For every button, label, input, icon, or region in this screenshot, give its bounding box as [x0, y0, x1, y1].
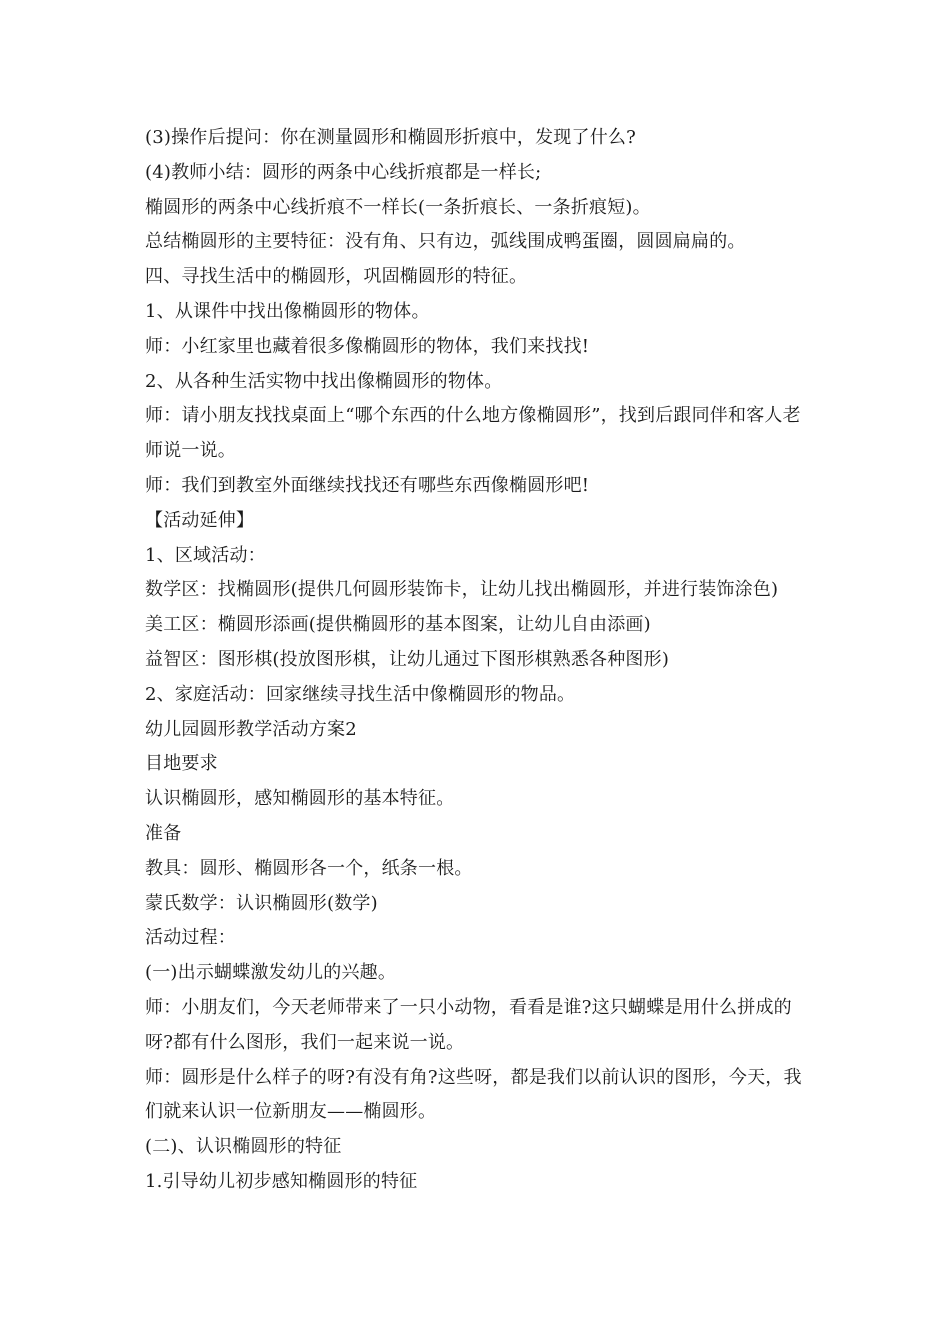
- paragraph: 1.引导幼儿初步感知椭圆形的特征: [145, 1170, 418, 1192]
- paragraph: 数学区：找椭圆形(提供几何圆形装饰卡，让幼儿找出椭圆形，并进行装饰涂色): [145, 579, 779, 601]
- paragraph: (3)操作后提问：你在测量圆形和椭圆形折痕中，发现了什么?: [145, 127, 636, 148]
- paragraph: 蒙氏数学：认识椭圆形(数学): [145, 892, 378, 914]
- section-heading: (二)、认识椭圆形的特征: [145, 1136, 342, 1158]
- section-heading: 四、寻找生活中的椭圆形，巩固椭圆形的特征。: [145, 266, 528, 288]
- paragraph: (一)出示蝴蝶激发幼儿的兴趣。: [145, 962, 397, 984]
- paragraph: 总结椭圆形的主要特征：没有角、只有边，弧线围成鸭蛋圈，圆圆扁扁的。: [145, 231, 746, 253]
- document-title: 幼儿园圆形教学活动方案2: [145, 718, 357, 740]
- document-body: [145, 121, 815, 1200]
- paragraph: 教具：圆形、椭圆形各一个，纸条一根。: [145, 857, 473, 879]
- paragraph: (4)教师小结：圆形的两条中心线折痕都是一样长;: [145, 161, 542, 183]
- section-heading: 目地要求: [145, 753, 218, 775]
- paragraph: 2、从各种生活实物中找出像椭圆形的物体。: [145, 370, 503, 392]
- paragraph: 1、区域活动：: [145, 544, 266, 566]
- paragraph: 师：我们到教室外面继续找找还有哪些东西像椭圆形吧!: [145, 474, 590, 496]
- paragraph: 师：小朋友们，今天老师带来了一只小动物，看看是谁?这只蝴蝶是用什么拼成的呀?都有什么图形，我们一起来说一说。: [145, 996, 792, 1053]
- paragraph: 2、家庭活动：回家继续寻找生活中像椭圆形的物品。: [145, 683, 576, 705]
- paragraph: 师：圆形是什么样子的呀?有没有角?这些呀，都是我们以前认识的图形，今天，我们就来认识一位新朋友——椭圆形。: [145, 1066, 802, 1123]
- paragraph: 益智区：图形棋(投放图形棋，让幼儿通过下图形棋熟悉各种图形): [145, 648, 670, 670]
- section-heading: 活动过程：: [145, 927, 236, 949]
- paragraph: 美工区：椭圆形添画(提供椭圆形的基本图案，让幼儿自由添画): [145, 614, 651, 636]
- paragraph: 师：小红家里也藏着很多像椭圆形的物体，我们来找找!: [145, 335, 590, 357]
- paragraph: 椭圆形的两条中心线折痕不一样长(一条折痕长、一条折痕短)。: [145, 196, 651, 218]
- paragraph: 认识椭圆形，感知椭圆形的基本特征。: [145, 788, 455, 810]
- paragraph: 1、从课件中找出像椭圆形的物体。: [145, 300, 430, 322]
- paragraph: 师：请小朋友找找桌面上“哪个东西的什么地方像椭圆形”，找到后跟同伴和客人老师说一说。: [145, 405, 801, 462]
- section-heading: 准备: [145, 822, 182, 844]
- section-heading: 【活动延伸】: [145, 509, 255, 531]
